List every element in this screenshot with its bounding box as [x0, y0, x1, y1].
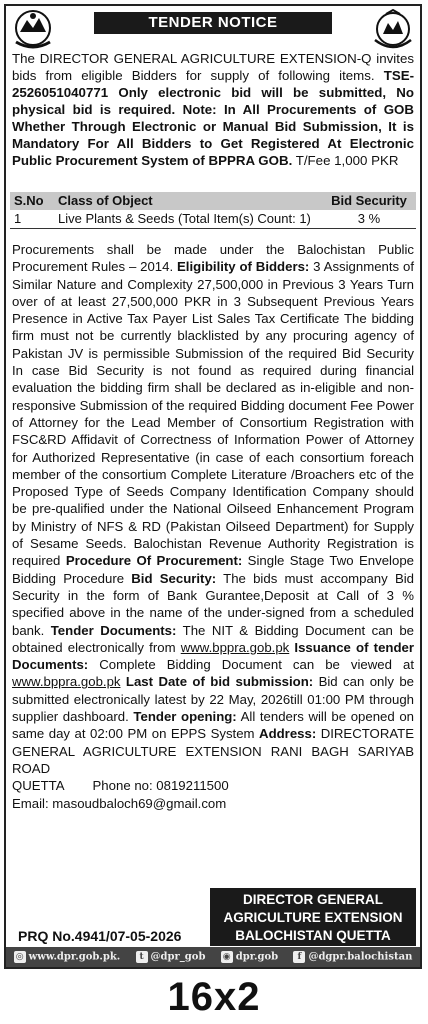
tender-notice-ad [4, 4, 422, 969]
issuance-heading: Issuance of tender Documents: [12, 639, 414, 673]
items-table [10, 192, 416, 229]
balochistan-emblem-icon [10, 8, 56, 52]
documents-text: The NIT & Bidding Document can be obtained electronically from [12, 622, 414, 655]
social-instagram[interactable] [221, 951, 278, 963]
procurement-heading: Procedure Of Procurement: [65, 553, 243, 569]
cell-security: 3 % [357, 211, 381, 226]
eligibility-heading: Eligibility of Bidders: [177, 259, 310, 275]
contact-line [12, 777, 414, 794]
security-heading: Bid Security: [131, 570, 217, 586]
signatory-box [210, 888, 416, 946]
last-date-text: Bid can only be submitted electronically latest by 22 May, 2026till 01:00 PM through supplier dashboard. [12, 674, 414, 725]
cell-class: Live Plants & Seeds (Total Item(s) Count: 1) [58, 211, 311, 226]
eligibility-text: 3 Assignments of Similar Nature and Complexity 27,500,000 in Previous 3 Years Turn over of at least 27,500,000 PKR in 3 Subsequent Previous Years Presence in Active Tax Payer List Sales Tax Certificate The bidding firm must not be currently blacklisted by any procuring agency of Pakistan JV is permissible Submission of the required Bid Security In case Bid Security is not found as required during financial evaluation the bidding firm shall be declared as in-eligible and non-responsive Submission of the required Bidding document Fee Power of Attorney for the Lead Member of Consortium Registration with FSC&RD Affidavit of Correctness of Information Power of Attorney for Authorized Representative (in case of each consortium foreach member of the consortium Complete Literature /Broachers etc of the Proposed Type of Seeds Company Identification Company should be pre-qualified under the National Oilseed Enhancement Program by Ministry of NFS & RD (Pakistan Oilseed Department) for Supply of Sesame Seeds. Balochistan Revenue Authority Registration is required [12, 259, 415, 569]
col-sno-header: S.No [14, 193, 44, 208]
city-text: QUETTA [12, 778, 65, 794]
social-facebook[interactable] [293, 951, 412, 963]
address-heading: Address: [259, 726, 317, 742]
social-bar [6, 947, 420, 967]
instagram-icon: ◉ [221, 951, 233, 963]
prq-number: PRQ No.4941/07-05-2026 [18, 928, 182, 944]
facebook-icon: f [293, 951, 305, 963]
intro-paragraph [12, 50, 414, 169]
dpr-emblem-icon [370, 8, 416, 52]
social-website[interactable] [14, 951, 121, 963]
notice-title: TENDER NOTICE [94, 12, 332, 34]
intro-bold-note: TSE-2526051040771 Only electronic bid will be submitted, No physical bid is required. Note: In All Procurements of GOB Whether Through Electronic or Manual Bid Submission, It is Mandatory For All Bidders to Get Registered At Electronic Public Procurement System of BPPRA GOB. [12, 68, 414, 168]
notice-footer [6, 886, 420, 948]
issuance-text: Complete Bidding Document can be viewed at [88, 657, 414, 673]
bppra-link[interactable]: www.bppra.gob.pk [180, 639, 290, 655]
phone-text: Phone no: 0819211500 [92, 778, 229, 794]
social-text: @dpr_gob [150, 951, 206, 963]
col-security-header: Bid Security [331, 193, 407, 208]
address-text: DIRECTORATE GENERAL AGRICULTURE EXTENSION RANI BAGH SARIYAB ROAD [12, 726, 415, 776]
body-text: Procurements shall be made under the Balochistan Public Procurement Rules – 2014. [12, 242, 414, 275]
security-text: The bids must accompany Bid Security in the form of Bank Gurantee,Deposit at Call of 3 % specified above in the name of the under-signed from a scheduled bank. [12, 570, 415, 638]
signatory-line: BALOCHISTAN QUETTA [235, 928, 391, 943]
tender-body [12, 241, 414, 812]
table-row [10, 210, 416, 229]
social-text: @dgpr.balochistan [308, 951, 413, 963]
twitter-icon: t [136, 951, 148, 963]
bppra-link[interactable]: www.bppra.gob.pk [12, 674, 121, 690]
documents-heading: Tender Documents: [50, 622, 177, 638]
last-date-heading: Last Date of bid submission: [120, 674, 314, 690]
tender-fee: T/Fee 1,000 PKR [292, 153, 399, 168]
opening-heading: Tender opening: [133, 709, 237, 725]
procurement-text: Single Stage Two Envelope Bidding Procedure [12, 553, 414, 586]
signatory-line: AGRICULTURE EXTENSION [223, 910, 403, 925]
table-header-row [10, 192, 416, 210]
opening-text: All tenders will be opened on same day at 02:00 PM on EPPS System [12, 709, 414, 742]
col-class-header: Class of Object [58, 193, 153, 208]
globe-icon: ◎ [14, 951, 26, 963]
cell-sno: 1 [14, 211, 22, 226]
signatory-line: DIRECTOR GENERAL [242, 892, 383, 907]
social-text: www.dpr.gob.pk. [28, 951, 121, 963]
email-text: Email: masoudbaloch69@gmail.com [12, 795, 227, 811]
social-twitter[interactable] [136, 951, 206, 963]
intro-text: The DIRECTOR GENERAL AGRICULTURE EXTENSION-Q invites bids from eligible Bidders for supply of following items. [12, 51, 414, 83]
ad-size-label: 16x2 [167, 975, 261, 1019]
social-text: dpr.gob [235, 951, 279, 963]
notice-header [6, 6, 420, 54]
